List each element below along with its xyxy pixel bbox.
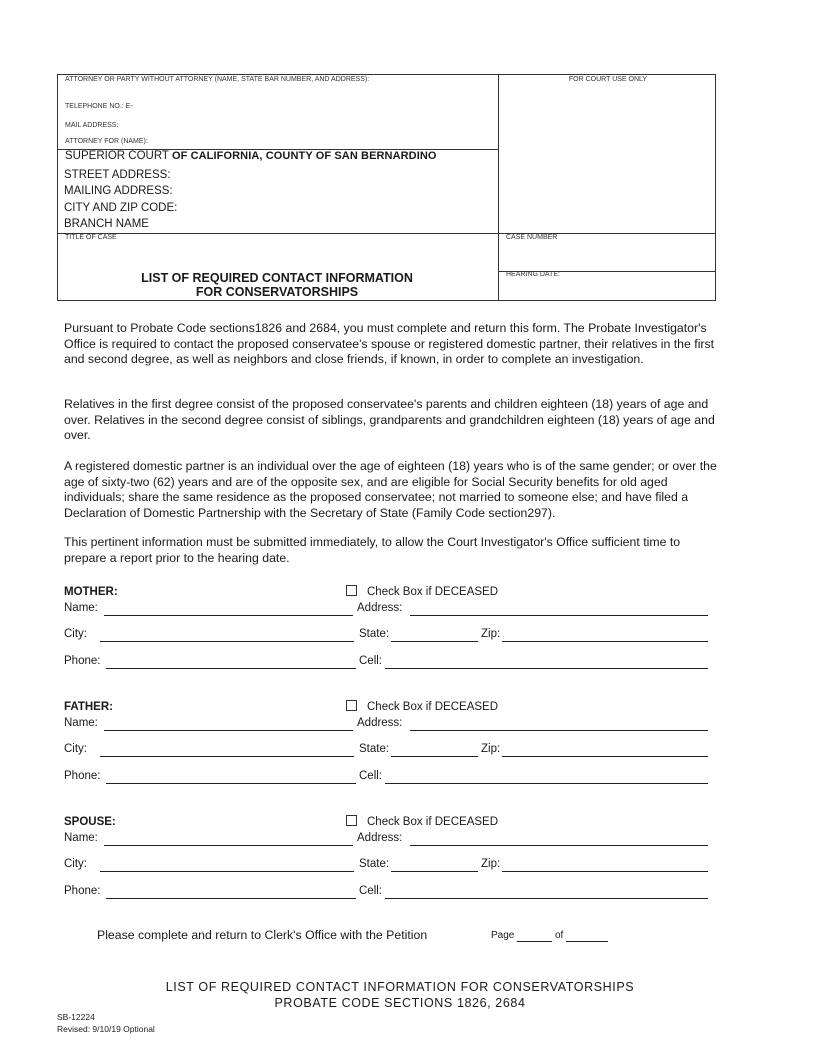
name-label: Name: bbox=[64, 832, 98, 844]
mother-section bbox=[0, 584, 816, 674]
zip-label: Zip: bbox=[481, 628, 501, 640]
phone-label: Phone: bbox=[64, 770, 101, 782]
zip-label: Zip: bbox=[481, 743, 501, 755]
cell-field[interactable] bbox=[385, 898, 708, 899]
revised-date: Revised: 9/10/19 Optional bbox=[57, 1024, 155, 1034]
court-use-label: FOR COURT USE ONLY bbox=[568, 76, 648, 83]
city-field[interactable] bbox=[100, 871, 354, 872]
section-title: MOTHER: bbox=[64, 586, 118, 598]
deceased-checkbox[interactable] bbox=[346, 700, 357, 711]
section-title: FATHER: bbox=[64, 701, 113, 713]
form-title-line-1: LIST OF REQUIRED CONTACT INFORMATION bbox=[141, 271, 413, 285]
city-label: City: bbox=[64, 743, 87, 755]
state-field[interactable] bbox=[391, 756, 478, 757]
city-label: City: bbox=[64, 628, 87, 640]
court-heading bbox=[65, 150, 437, 162]
instructions-paragraph-3: A registered domestic partner is an individual over the age of eighteen (18) years who is of the same gender; or over the age of sixty-two (62) years and are of the opposite sex, and are eligible for Social Security benefits for old aged individuals; share the same residence as the proposed conservatee; not married to someone else; and have filed a Declaration of Domestic Partnership with the Secretary of State (Family Code section297). bbox=[64, 459, 717, 520]
title-of-case-label: TITLE OF CASE bbox=[65, 234, 117, 241]
name-field[interactable] bbox=[104, 615, 353, 616]
father-section bbox=[0, 699, 816, 789]
instructions-paragraph-2: Relatives in the first degree consist of the proposed conservatee's parents and children eighteen (18) years of age and over. Relatives in the second degree consist of siblings, grandparents and grandchildren eighteen (18) years of age and over. bbox=[64, 397, 715, 442]
deceased-label: Check Box if DECEASED bbox=[367, 816, 499, 828]
deceased-label: Check Box if DECEASED bbox=[367, 701, 499, 713]
court-prefix: SUPERIOR COURT bbox=[65, 150, 172, 162]
city-label: City: bbox=[64, 858, 87, 870]
phone-label: Phone: bbox=[64, 655, 101, 667]
of-label: of bbox=[555, 930, 564, 941]
form-title bbox=[57, 271, 497, 299]
cell-label: Cell: bbox=[359, 655, 383, 667]
attorney-for-label: ATTORNEY FOR (NAME): bbox=[65, 138, 148, 145]
address-label: Address: bbox=[357, 602, 403, 614]
name-label: Name: bbox=[64, 717, 98, 729]
city-field[interactable] bbox=[100, 756, 354, 757]
instructions-paragraph-4: This pertinent information must be submitted immediately, to allow the Court Investigator's Office sufficient time to prepare a report prior to the hearing date. bbox=[64, 535, 681, 565]
telephone-label: TELEPHONE NO.: E- bbox=[65, 103, 133, 110]
deceased-label: Check Box if DECEASED bbox=[367, 586, 499, 598]
footer-title-line-2: PROBATE CODE SECTIONS 1826, 2684 bbox=[274, 996, 526, 1010]
state-label: State: bbox=[359, 743, 390, 755]
zip-field[interactable] bbox=[502, 871, 708, 872]
instructions-paragraph-1: Pursuant to Probate Code sections1826 and 2684, you must complete and return this form. The Probate Investigator's Office is required to contact the proposed conservatee's spouse or registered domestic partner, their relatives in the first and second degree, as well as neighbors and close friends, if known, in order to complete an investigation. bbox=[64, 321, 715, 366]
street-address-label: STREET ADDRESS: bbox=[64, 169, 171, 181]
mailing-address-label: MAILING ADDRESS: bbox=[64, 185, 173, 197]
name-field[interactable] bbox=[104, 730, 353, 731]
cell-label: Cell: bbox=[359, 885, 383, 897]
page-number-field[interactable] bbox=[517, 941, 552, 942]
phone-field[interactable] bbox=[106, 668, 356, 669]
phone-label: Phone: bbox=[64, 885, 101, 897]
caption-divider bbox=[498, 75, 499, 301]
city-zip-label: CITY AND ZIP CODE: bbox=[64, 202, 178, 214]
address-field[interactable] bbox=[410, 615, 708, 616]
state-label: State: bbox=[359, 628, 390, 640]
zip-label: Zip: bbox=[481, 858, 501, 870]
state-field[interactable] bbox=[391, 871, 478, 872]
deceased-checkbox[interactable] bbox=[346, 815, 357, 826]
address-label: Address: bbox=[357, 717, 403, 729]
form-number: SB-12224 bbox=[57, 1012, 95, 1022]
address-field[interactable] bbox=[410, 730, 708, 731]
name-label: Name: bbox=[64, 602, 98, 614]
branch-name-label: BRANCH NAME bbox=[64, 218, 149, 230]
zip-field[interactable] bbox=[502, 641, 708, 642]
deceased-checkbox[interactable] bbox=[346, 585, 357, 596]
phone-field[interactable] bbox=[106, 783, 356, 784]
court-divider bbox=[58, 233, 716, 234]
mail-address-label: MAIL ADDRESS: bbox=[65, 122, 119, 129]
footer-title-line-1: LIST OF REQUIRED CONTACT INFORMATION FOR CONSERVATORSHIPS bbox=[165, 980, 635, 994]
state-field[interactable] bbox=[391, 641, 478, 642]
spouse-section bbox=[0, 814, 816, 904]
section-title: SPOUSE: bbox=[64, 816, 116, 828]
court-name: OF CALIFORNIA, COUNTY OF SAN BERNARDINO bbox=[171, 150, 437, 162]
form-title-line-2: FOR CONSERVATORSHIPS bbox=[195, 285, 359, 299]
zip-field[interactable] bbox=[502, 756, 708, 757]
footer-title bbox=[0, 979, 800, 1011]
page-total-field[interactable] bbox=[566, 941, 608, 942]
page-label: Page bbox=[491, 930, 515, 941]
hearing-date-label: HEARING DATE: bbox=[506, 271, 560, 278]
address-label: Address: bbox=[357, 832, 403, 844]
cell-field[interactable] bbox=[385, 668, 708, 669]
case-number-label: CASE NUMBER bbox=[506, 234, 558, 241]
attorney-label: ATTORNEY OR PARTY WITHOUT ATTORNEY (NAME, STATE BAR NUMBER, AND ADDRESS): bbox=[65, 76, 370, 83]
city-field[interactable] bbox=[100, 641, 354, 642]
return-note: Please complete and return to Clerk's Office with the Petition bbox=[97, 928, 428, 942]
phone-field[interactable] bbox=[106, 898, 356, 899]
cell-label: Cell: bbox=[359, 770, 383, 782]
name-field[interactable] bbox=[104, 845, 353, 846]
address-field[interactable] bbox=[410, 845, 708, 846]
state-label: State: bbox=[359, 858, 390, 870]
cell-field[interactable] bbox=[385, 783, 708, 784]
